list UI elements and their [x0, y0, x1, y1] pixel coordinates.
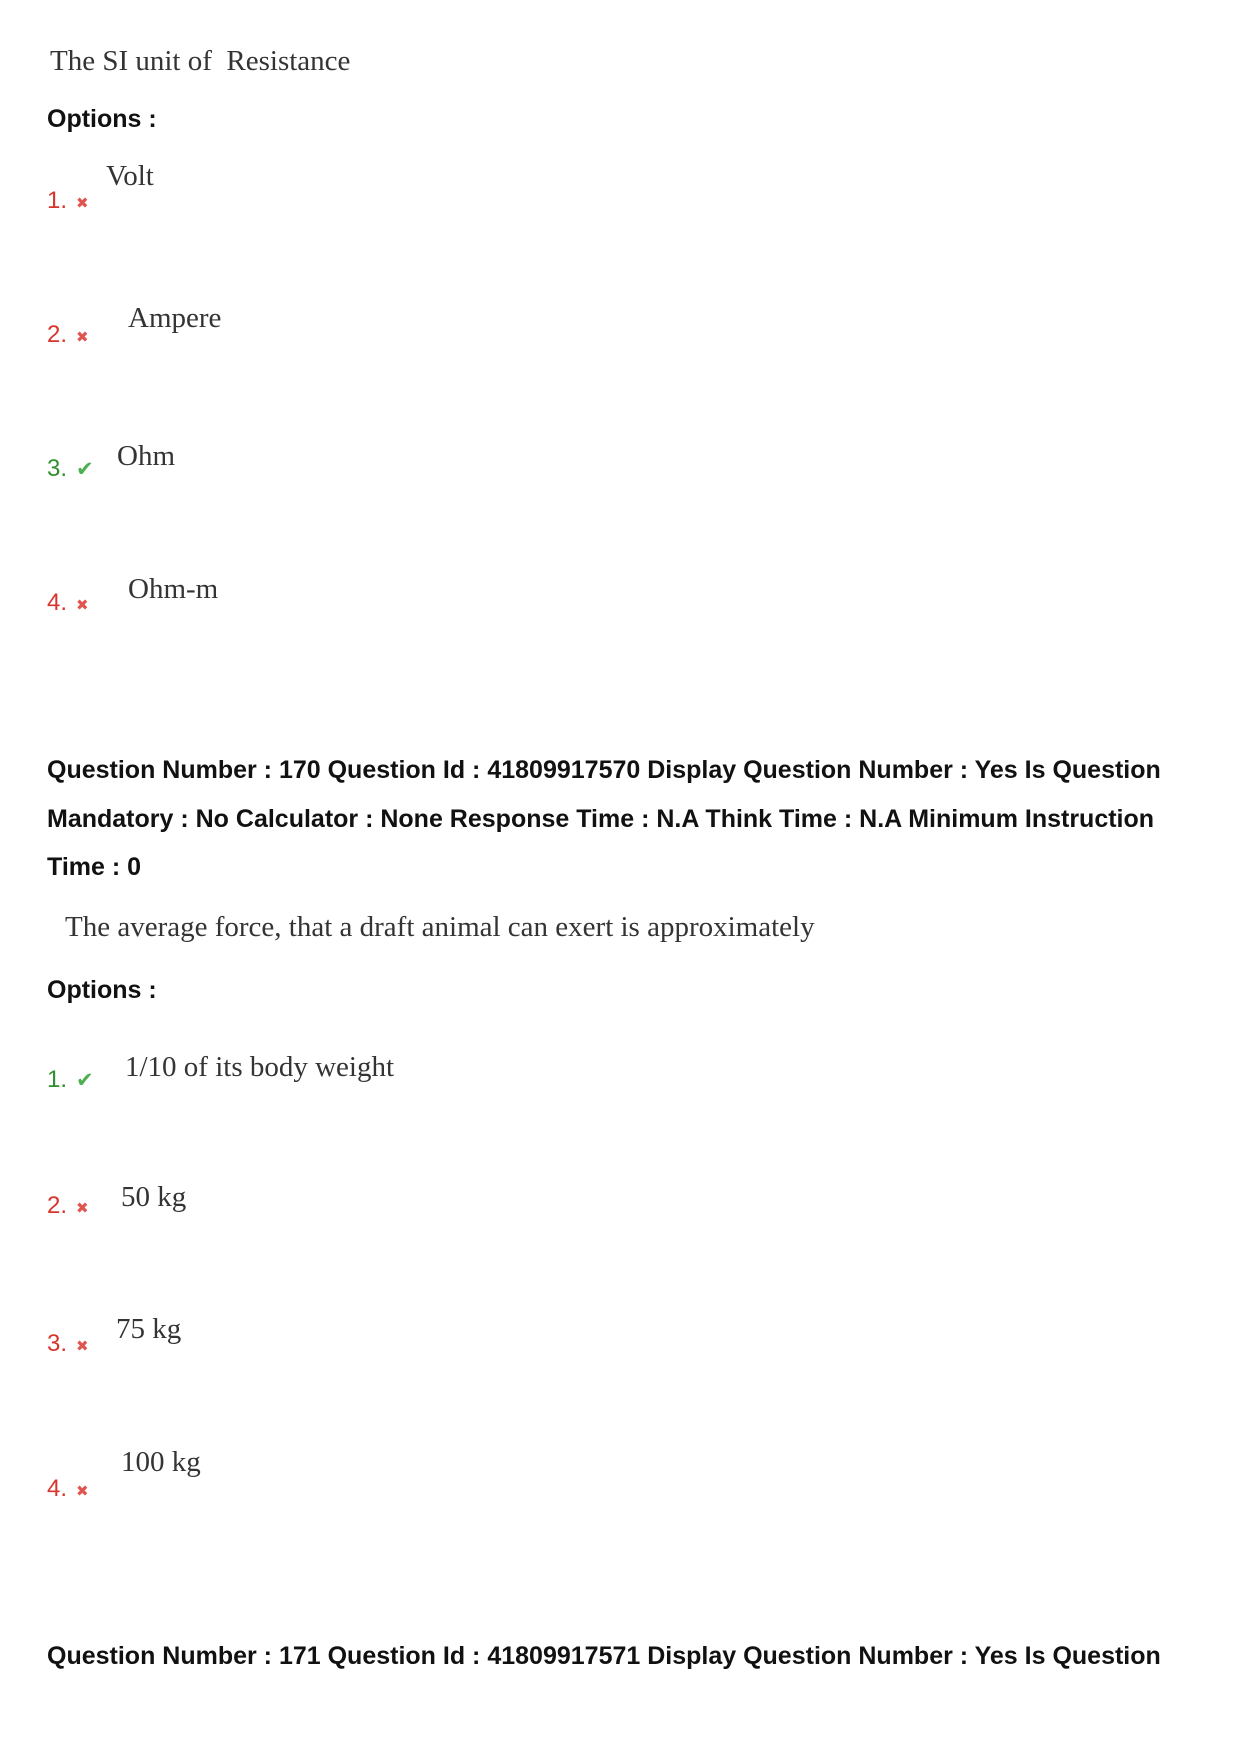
option-number: 4.	[47, 1475, 68, 1502]
cross-icon: ✖	[76, 596, 89, 614]
option-marker	[47, 454, 94, 484]
question-header-line: Mandatory : No Calculator : None Response Time : N.A Think Time : N.A Minimum Instruction	[47, 805, 1155, 833]
option-number: 3.	[47, 1330, 68, 1357]
option-text: 100 kg	[121, 1446, 201, 1478]
option-marker	[47, 186, 89, 218]
option-number: 4.	[47, 589, 68, 616]
option-number: 3.	[47, 455, 68, 482]
option-number: 1.	[47, 1066, 68, 1093]
option-text: Ohm-m	[128, 573, 219, 605]
question-header-line: Question Number : 170 Question Id : 41809917570 Display Question Number : Yes Is Question	[47, 756, 1161, 784]
option-text: Volt	[106, 160, 154, 192]
option-text: 1/10 of its body weight	[125, 1051, 395, 1083]
check-icon: ✔	[76, 457, 94, 481]
options-label: Options :	[47, 105, 157, 133]
option-marker	[47, 1474, 89, 1506]
option-text: Ampere	[128, 302, 222, 334]
cross-icon: ✖	[76, 194, 89, 212]
question-header-line: Time : 0	[47, 853, 142, 881]
option-marker	[47, 320, 89, 352]
cross-icon: ✖	[76, 1199, 89, 1217]
option-number: 1.	[47, 187, 68, 214]
cross-icon: ✖	[76, 1337, 89, 1355]
question-header-line: Question Number : 171 Question Id : 41809917571 Display Question Number : Yes Is Question	[47, 1642, 1161, 1670]
option-marker	[47, 1065, 94, 1095]
option-marker	[47, 588, 89, 620]
option-text: 75 kg	[116, 1313, 182, 1345]
option-marker	[47, 1191, 89, 1223]
check-icon: ✔	[76, 1068, 94, 1092]
cross-icon: ✖	[76, 1482, 89, 1500]
option-text: 50 kg	[121, 1181, 187, 1213]
option-marker	[47, 1329, 89, 1361]
option-text: Ohm	[117, 440, 175, 472]
options-label: Options :	[47, 976, 157, 1004]
question-text: The SI unit of Resistance	[50, 45, 351, 77]
question-text: The average force, that a draft animal can exert is approximately	[65, 911, 815, 943]
option-number: 2.	[47, 321, 68, 348]
option-number: 2.	[47, 1192, 68, 1219]
cross-icon: ✖	[76, 328, 89, 346]
